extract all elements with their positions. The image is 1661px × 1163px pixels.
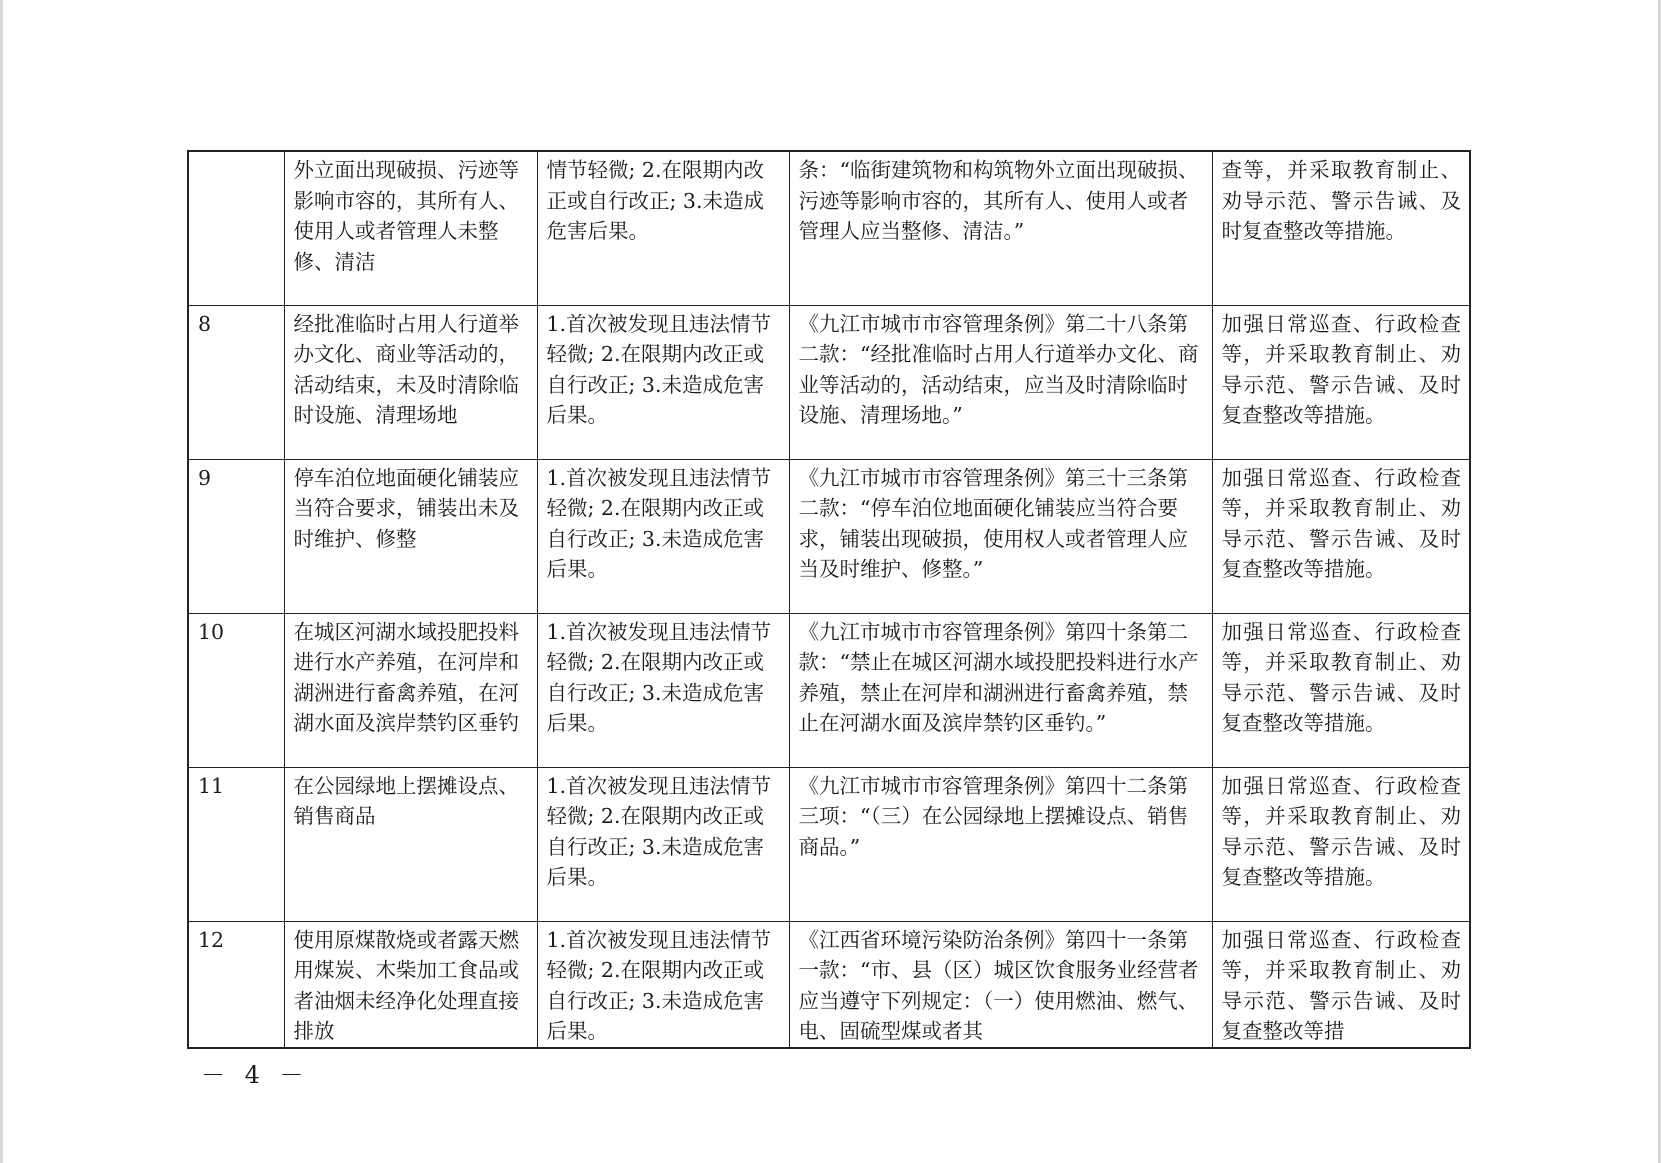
- row-number: 8: [188, 305, 284, 459]
- table-row: [188, 459, 1470, 613]
- measures: 加强日常巡查、行政检查等，并采取教育制止、劝导示范、警示告诫、及时复查整改等措施。: [1212, 305, 1470, 459]
- measures: 查等，并采取教育制止、劝导示范、警示告诫、及时复查整改等措施。: [1212, 151, 1470, 305]
- page-number: － 4 －: [201, 1061, 310, 1089]
- measures: 加强日常巡查、行政检查等，并采取教育制止、劝导示范、警示告诫、及时复查整改等措施。: [1212, 767, 1470, 921]
- table-row: [188, 921, 1470, 1048]
- table-row: [188, 767, 1470, 921]
- row-number: [188, 151, 284, 305]
- document-page: [3, 0, 1658, 1163]
- table-row: [188, 613, 1470, 767]
- violation-description: 经批准临时占用人行道举办文化、商业等活动的，活动结束，未及时清除临时设施、清理场地: [284, 305, 537, 459]
- row-number: 12: [188, 921, 284, 1048]
- violation-description: 外立面出现破损、污迹等影响市容的，其所有人、使用人或者管理人未整修、清洁: [284, 151, 537, 305]
- exemption-conditions: 1.首次被发现且违法情节轻微; 2.在限期内改正或自行改正; 3.未造成危害后果。: [537, 459, 789, 613]
- violation-description: 在公园绿地上摆摊设点、销售商品: [284, 767, 537, 921]
- table-row: [188, 305, 1470, 459]
- exemption-conditions: 1.首次被发现且违法情节轻微; 2.在限期内改正或自行改正; 3.未造成危害后果。: [537, 767, 789, 921]
- legal-basis: 《九江市城市市容管理条例》第四十条第二款：“禁止在城区河湖水域投肥投料进行水产养殖，禁止在河岸和湖洲进行畜禽养殖，禁止在河湖水面及滨岸禁钓区垂钓。”: [789, 613, 1212, 767]
- measures: 加强日常巡查、行政检查等，并采取教育制止、劝导示范、警示告诫、及时复查整改等措施。: [1212, 613, 1470, 767]
- legal-basis: 《江西省环境污染防治条例》第四十一条第一款：“市、县（区）城区饮食服务业经营者应当遵守下列规定：（一）使用燃油、燃气、电、固硫型煤或者其: [789, 921, 1212, 1048]
- legal-basis: 条：“临街建筑物和构筑物外立面出现破损、污迹等影响市容的，其所有人、使用人或者管理人应当整修、清洁。”: [789, 151, 1212, 305]
- measures: 加强日常巡查、行政检查等，并采取教育制止、劝导示范、警示告诫、及时复查整改等措: [1212, 921, 1470, 1048]
- violation-description: 在城区河湖水域投肥投料进行水产养殖，在河岸和湖洲进行畜禽养殖，在河湖水面及滨岸禁钓区垂钓: [284, 613, 537, 767]
- legal-basis: 《九江市城市市容管理条例》第四十二条第三项：“（三）在公园绿地上摆摊设点、销售商品。”: [789, 767, 1212, 921]
- violation-description: 停车泊位地面硬化铺装应当符合要求，铺装出未及时维护、修整: [284, 459, 537, 613]
- measures: 加强日常巡查、行政检查等，并采取教育制止、劝导示范、警示告诫、及时复查整改等措施。: [1212, 459, 1470, 613]
- violation-description: 使用原煤散烧或者露天燃用煤炭、木柴加工食品或者油烟未经净化处理直接排放: [284, 921, 537, 1048]
- exemption-conditions: 1.首次被发现且违法情节轻微; 2.在限期内改正或自行改正; 3.未造成危害后果。: [537, 613, 789, 767]
- row-number: 11: [188, 767, 284, 921]
- regulation-table: [187, 150, 1471, 1049]
- exemption-conditions: 1.首次被发现且违法情节轻微; 2.在限期内改正或自行改正; 3.未造成危害后果。: [537, 921, 789, 1048]
- exemption-conditions: 情节轻微; 2.在限期内改正或自行改正; 3.未造成危害后果。: [537, 151, 789, 305]
- row-number: 9: [188, 459, 284, 613]
- exemption-conditions: 1.首次被发现且违法情节轻微; 2.在限期内改正或自行改正; 3.未造成危害后果。: [537, 305, 789, 459]
- table-row: [188, 151, 1470, 305]
- legal-basis: 《九江市城市市容管理条例》第二十八条第二款：“经批准临时占用人行道举办文化、商业等活动的，活动结束，应当及时清除临时设施、清理场地。”: [789, 305, 1212, 459]
- legal-basis: 《九江市城市市容管理条例》第三十三条第二款：“停车泊位地面硬化铺装应当符合要求，铺装出现破损，使用权人或者管理人应当及时维护、修整。”: [789, 459, 1212, 613]
- row-number: 10: [188, 613, 284, 767]
